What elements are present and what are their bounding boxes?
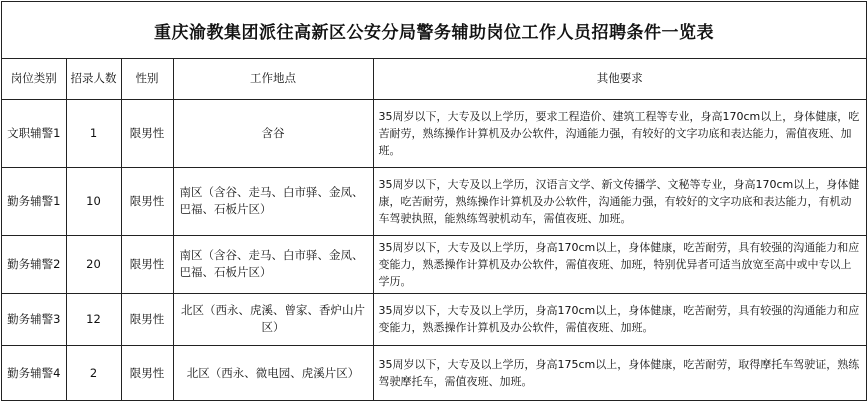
cell-requirements: 35周岁以下，大专及以上学历，身高170cm以上，身体健康，吃苦耐劳，具有较强的沟通能力和应变能力，熟悉操作计算机及办公软件，需值夜班、加班，特别优异者可适当放宽至高中或中专以上学历。: [373, 235, 866, 293]
cell-category: 勤务辅警1: [2, 167, 66, 235]
header-location: 工作地点: [173, 59, 373, 99]
table-row: [2, 345, 866, 401]
table-header-row: [2, 59, 866, 99]
table-row: [2, 99, 866, 167]
cell-requirements: 35周岁以下，大专及以上学历，要求工程造价、建筑工程等专业，身高170cm以上，身体健康，吃苦耐劳，熟练操作计算机及办公软件，沟通能力强，有较好的文字功底和表达能力，需值夜班、加班。: [373, 99, 866, 167]
cell-gender: 限男性: [121, 345, 173, 401]
cell-requirements: 35周岁以下，大专及以上学历，身高175cm以上，身体健康，吃苦耐劳，取得摩托车驾驶证，熟练驾驶摩托车，需值夜班、加班。: [373, 345, 866, 401]
cell-gender: 限男性: [121, 293, 173, 345]
cell-requirements: 35周岁以下，大专及以上学历，汉语言文学、新文传播学、文秘等专业，身高170cm以上，身体健康，吃苦耐劳，熟练操作计算机及办公软件，沟通能力强，有较好的文字功底和表达能力，有机动车驾驶执照，能熟练驾驶机动车，需值夜班、加班。: [373, 167, 866, 235]
cell-count: 2: [66, 345, 121, 401]
document-title: 重庆渝教集团派往高新区公安分局警务辅助岗位工作人员招聘条件一览表: [2, 2, 866, 59]
cell-category: 勤务辅警2: [2, 235, 66, 293]
cell-gender: 限男性: [121, 235, 173, 293]
header-requirements: 其他要求: [373, 59, 866, 99]
cell-count: 20: [66, 235, 121, 293]
cell-count: 10: [66, 167, 121, 235]
cell-requirements: 35周岁以下，大专及以上学历，身高170cm以上，身体健康，吃苦耐劳，具有较强的沟通能力和应变能力，熟悉操作计算机及办公软件，需值夜班、加班。: [373, 293, 866, 345]
table-row: [2, 167, 866, 235]
cell-location: 南区（含谷、走马、白市驿、金凤、巴福、石板片区）: [173, 235, 373, 293]
table-row: [2, 293, 866, 345]
cell-gender: 限男性: [121, 99, 173, 167]
cell-location: 含谷: [173, 99, 373, 167]
cell-category: 勤务辅警4: [2, 345, 66, 401]
cell-location: 南区（含谷、走马、白市驿、金凤、巴福、石板片区）: [173, 167, 373, 235]
header-gender: 性别: [121, 59, 173, 99]
cell-gender: 限男性: [121, 167, 173, 235]
cell-location: 北区（西永、虎溪、曾家、香炉山片区）: [173, 293, 373, 345]
cell-count: 1: [66, 99, 121, 167]
cell-count: 12: [66, 293, 121, 345]
cell-category: 勤务辅警3: [2, 293, 66, 345]
recruitment-table-document: [1, 1, 867, 401]
header-count: 招录人数: [66, 59, 121, 99]
header-category: 岗位类别: [2, 59, 66, 99]
cell-category: 文职辅警1: [2, 99, 66, 167]
cell-location: 北区（西永、微电园、虎溪片区）: [173, 345, 373, 401]
table-row: [2, 235, 866, 293]
recruitment-table: [2, 59, 866, 401]
